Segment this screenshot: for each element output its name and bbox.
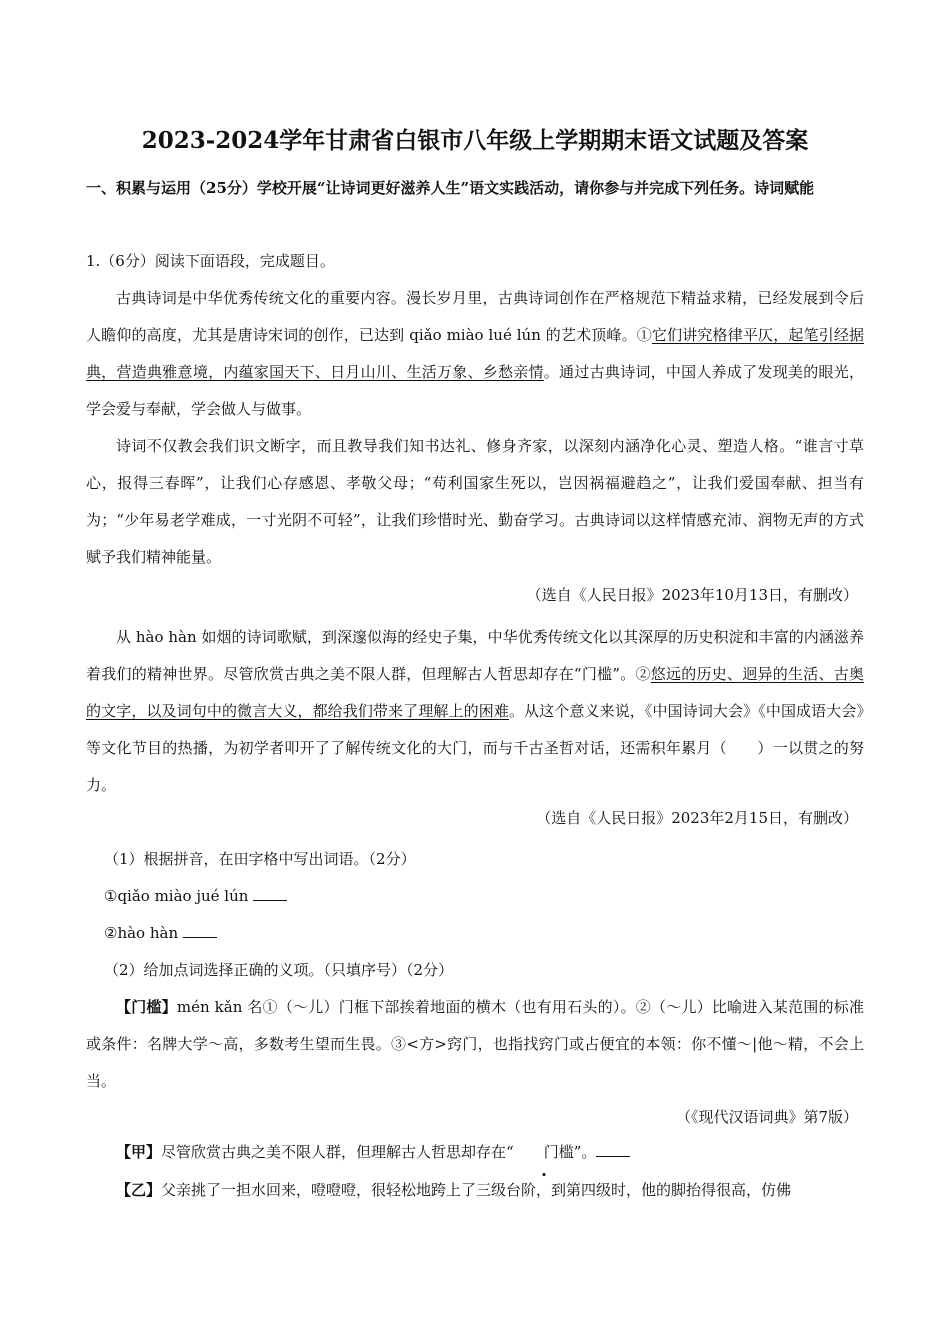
sentence-yi-text: 父亲挑了一担水回来，噔噔噔，很轻松地跨上了三级台阶，到第四级时，他的脚抬得很高，仿佛 xyxy=(161,1181,792,1199)
question-1-stem: 1.（6分）阅读下面语段，完成题目。 xyxy=(86,252,335,270)
page-title: 2023-2024学年甘肃省白银市八年级上学期期末语文试题及答案 xyxy=(141,127,809,154)
dotted-word-menkan: 门槛 xyxy=(514,1134,574,1171)
source-citation-1: （选自《人民日报》2023年10月13日，有删改） xyxy=(526,586,858,604)
passage-paragraph-2: 诗词不仅教会我们识文断字，而且教导我们知书达礼、修身齐家，以深刻内涵净化心灵、塑造人格。“谁言寸草心，报得三春晖”，让我们心存感恩、孝敬父母；“苟利国家生死以，岂因祸福避趋之”，让我们爱国奉献、担当有为；“少年易老学难成，一寸光阴不可轻”，让我们珍惜时光、勤奋学习。古典诗词以这样情感充沛、润物无声的方式赋予我们精神能量。 xyxy=(86,437,864,566)
para1-text-before: 古典诗词是中华优秀传统文化的重要内容。漫长岁月里，古典诗词创作在严格规范下精益求精，已经发展到令后人瞻仰的高度，尤其是唐诗宋词的创作，已达到 qiǎo miào lué lún 的艺术顶峰。① xyxy=(86,289,864,344)
pinyin-a: ①qiǎo miào jué lún xyxy=(104,887,249,905)
para3-underlined-sentence: 悠远的历史、迥异的生活、古奥的文字，以及词句中的微言大义，都给我们带来了理解上的困难 xyxy=(86,665,864,720)
sentence-jia xyxy=(86,1134,864,1171)
source-citation-3: （《现代汉语词典》第7版） xyxy=(675,1108,858,1126)
para1-underlined-sentence: 它们讲究格律平仄，起笔引经据典，营造典雅意境，内蕴家国天下、日月山川、生活万象、乡愁亲情 xyxy=(86,326,864,381)
sentence-yi xyxy=(86,1172,864,1209)
sentence-jia-label: 【甲】 xyxy=(116,1143,162,1161)
answer-blank-jia[interactable] xyxy=(596,1142,630,1157)
answer-blank-a[interactable] xyxy=(253,886,287,901)
answer-blank-b[interactable] xyxy=(183,923,217,938)
para3-text-before: 从 hào hàn 如烟的诗词歌赋，到深邃似海的经史子集，中华优秀传统文化以其深厚的历史积淀和丰富的内涵滋养着我们的精神世界。尽管欣赏古典之美不限人群，但理解古人哲思却存在“门槛”。② xyxy=(86,628,864,683)
dictionary-headword: 【门槛】 xyxy=(116,998,177,1016)
dictionary-definition: mén kǎn 名①（～儿）门框下部挨着地面的横木（也有用石头的）。②（～儿）比喻进入某范围的标准或条件：名牌大学～高，多数考生望而生畏。③<方>窍门，也指找窍门或占便宜的本领：你不懂～|他～精，不会上当。 xyxy=(86,998,864,1090)
section-heading: 一、积累与运用（25分）学校开展“让诗词更好滋养人生”语文实践活动，请你参与并完成下列任务。诗词赋能 xyxy=(86,179,815,197)
sub-question-2: （2）给加点词选择正确的义项。（只填序号）（2分） xyxy=(104,961,454,979)
sub-question-1: （1）根据拼音，在田字格中写出词语。（2分） xyxy=(104,850,416,868)
pinyin-b: ②hào hàn xyxy=(104,924,179,942)
dictionary-entry xyxy=(86,989,864,1100)
para3-text-after: 。从这个意义来说，《中国诗词大会》《中国成语大会》等文化节目的热播，为初学者叩开了了解传统文化的大门，而与千古圣哲对话，还需积年累月（ ）一以贯之的努力。 xyxy=(86,702,864,794)
sub-question-1-item-a xyxy=(104,878,864,915)
sentence-jia-after: ”。 xyxy=(573,1143,597,1161)
para1-text-after: 。通过古典诗词，中国人养成了发现美的眼光，学会爱与奉献，学会做人与做事。 xyxy=(86,363,864,418)
sentence-yi-label: 【乙】 xyxy=(116,1181,162,1199)
sentence-jia-before: 尽管欣赏古典之美不限人群，但理解古人哲思却存在“ xyxy=(161,1143,514,1161)
passage-paragraph-3 xyxy=(86,619,864,804)
source-citation-2: （选自《人民日报》2023年2月15日，有删改） xyxy=(536,809,858,827)
passage-paragraph-1 xyxy=(86,280,864,428)
sub-question-1-item-b xyxy=(104,915,864,952)
